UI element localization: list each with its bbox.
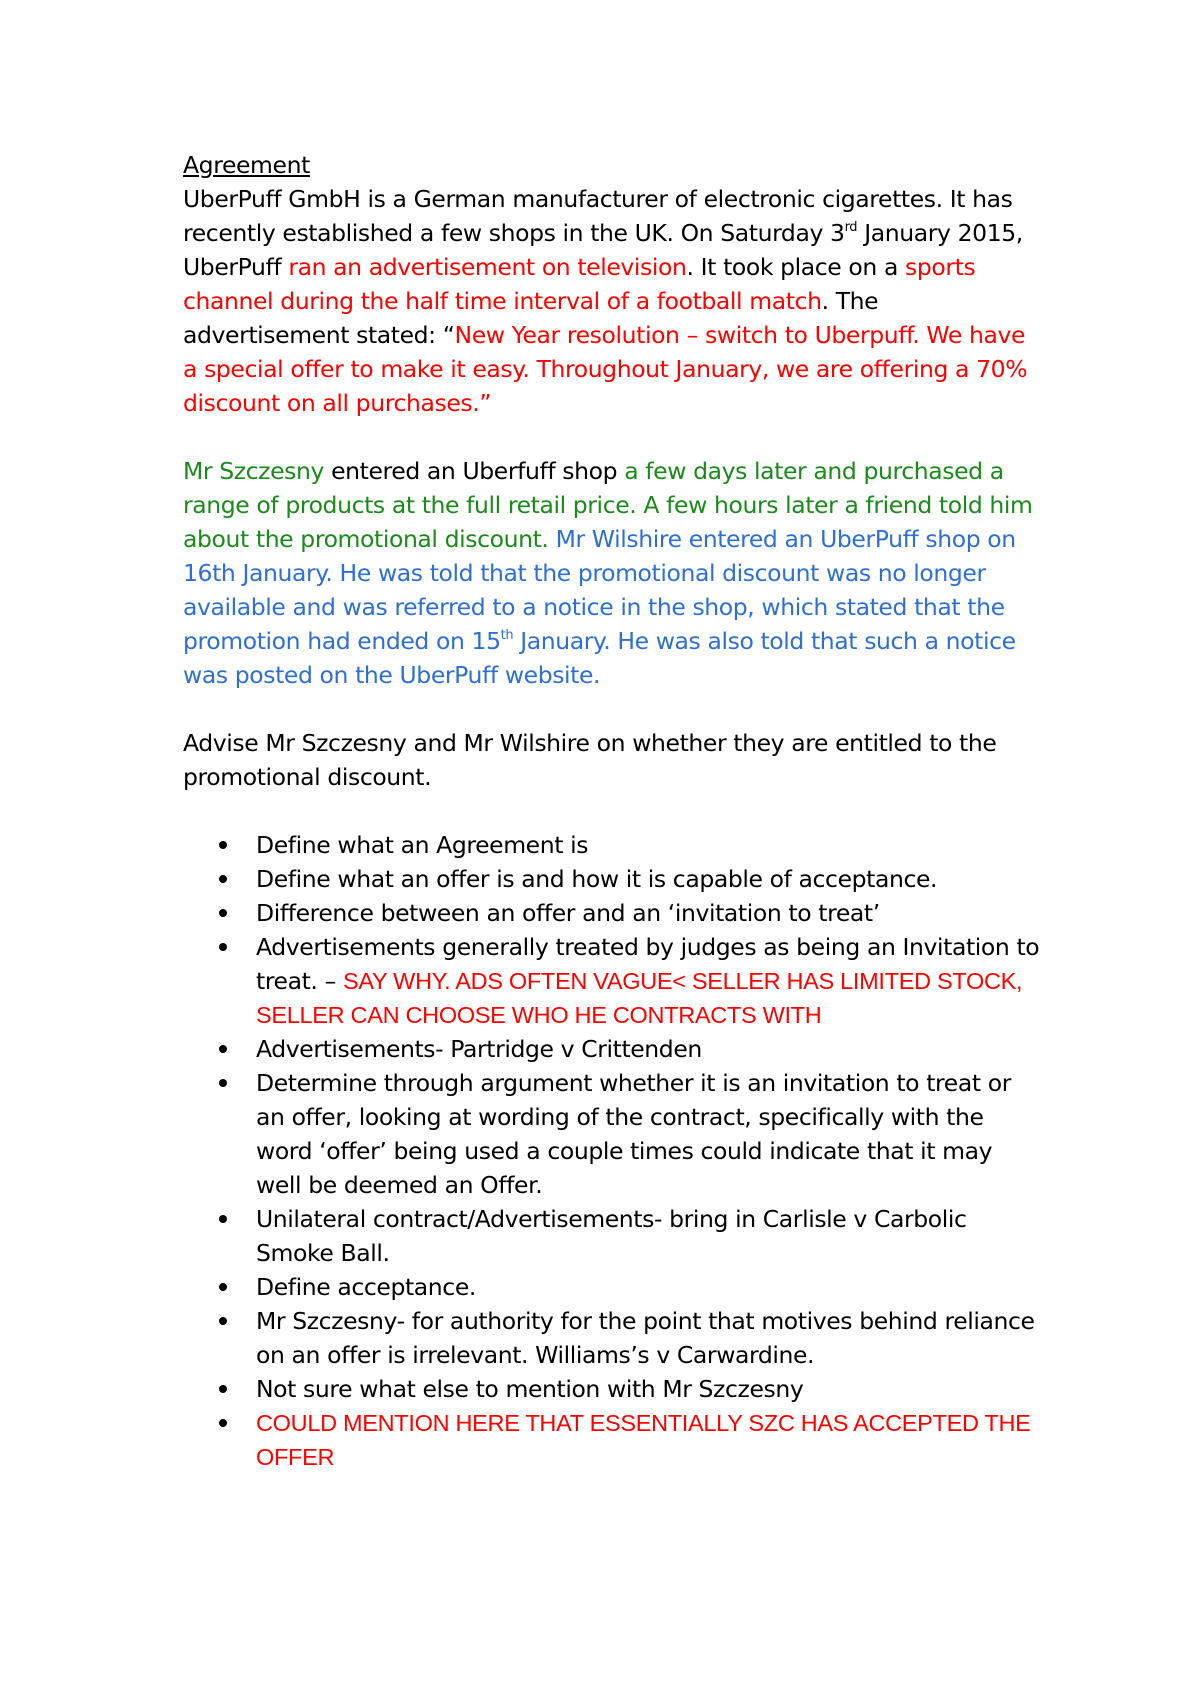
- p2-highlight-wilshire-2: January. He was also told that such a notice was posted on the UberPuff website.: [183, 627, 1016, 689]
- question-paragraph: Advise Mr Szczesny and Mr Wilshire on whether they are entitled to the promotional discount.: [183, 729, 997, 791]
- p2-highlight-szczesny: Mr Szczesny: [183, 457, 325, 485]
- list-item: [183, 1304, 1043, 1372]
- list-item: [183, 896, 1043, 930]
- bullet-icon: [219, 1317, 227, 1325]
- bullet-icon: [219, 943, 227, 951]
- bullet-icon: [219, 1419, 227, 1427]
- list-item: [183, 1372, 1043, 1406]
- p2-text-1: entered an Uberfuff shop: [324, 457, 625, 485]
- list-item-text: Determine through argument whether it is an invitation to treat or an offer, looking at wording of the contract, specifically with the word ‘offer’ being used a couple times could indicate that it may well be deemed an Offer.: [256, 1069, 1011, 1199]
- list-item: [183, 1032, 1043, 1066]
- p1-highlight-sports: sports channel during the half time interval of a football match: [183, 253, 976, 315]
- scenario-paragraph-2: [183, 454, 1043, 692]
- list-item-text: Define what an Agreement is: [256, 831, 589, 859]
- list-item-text: Advertisements- Partridge v Crittenden: [256, 1035, 702, 1063]
- p1-highlight-quote: New Year resolution – switch to Uberpuff. We have a special offer to make it easy. Throughout January, we are offering a 70% discount on all purchases.”: [183, 321, 1028, 417]
- bullet-icon: [219, 841, 227, 849]
- list-item: [183, 1202, 1043, 1270]
- list-item-text: Mr Szczesny- for authority for the point that motives behind reliance on an offer is irrelevant. Williams’s v Carwardine.: [256, 1307, 1035, 1369]
- list-item: [183, 1066, 1043, 1202]
- bullet-icon: [219, 1079, 227, 1087]
- list-item: [183, 1406, 1043, 1474]
- list-item: [183, 862, 1043, 896]
- bullet-icon: [219, 1045, 227, 1053]
- list-item-text: Not sure what else to mention with Mr Szczesny: [256, 1375, 804, 1403]
- p1-highlight-tv: ran an advertisement on television: [288, 253, 687, 281]
- p1-text-1: UberPuff GmbH is a German manufacturer of electronic cigarettes. It has recently established a few shops in the UK. On Saturday 3: [183, 185, 1013, 247]
- p1-sup-1: rd: [844, 220, 858, 235]
- answer-outline-list: [183, 828, 1043, 1474]
- p2-highlight-purchase: a few days later and purchased a range of products at the full retail price. A few hours later a friend told him about the promotional discount.: [183, 457, 1033, 553]
- list-item-text: Difference between an offer and an ‘invitation to treat’: [256, 899, 880, 927]
- bullet-icon: [219, 1385, 227, 1393]
- list-item-text: Define what an offer is and how it is capable of acceptance.: [256, 865, 938, 893]
- list-item: [183, 930, 1043, 1032]
- list-item: [183, 828, 1043, 862]
- p1-text-3: . It took place on a: [686, 253, 906, 281]
- scenario-paragraph-1: [183, 182, 1043, 420]
- list-item-text: Define acceptance.: [256, 1273, 476, 1301]
- bullet-icon: [219, 1215, 227, 1223]
- list-item-text: Unilateral contract/Advertisements- bring in Carlisle v Carbolic Smoke Ball.: [256, 1205, 967, 1267]
- list-item-red-note: COULD MENTION HERE THAT ESSENTIALLY SZC HAS ACCEPTED THE OFFER: [256, 1410, 1031, 1470]
- bullet-icon: [219, 875, 227, 883]
- p1-text-4: . The advertisement stated: “: [183, 287, 879, 349]
- p2-sup-1: th: [500, 628, 514, 643]
- document-page: [183, 148, 1043, 1474]
- p2-highlight-wilshire: Mr Wilshire entered an UberPuff shop on 16th January. He was told that the promotional discount was no longer available and was referred to a notice in the shop, which stated that the promotion had ended on 15: [183, 525, 1016, 655]
- doc-title: Agreement: [183, 151, 310, 179]
- p1-text-2: January 2015, UberPuff: [183, 219, 1023, 281]
- bullet-icon: [219, 1283, 227, 1291]
- list-item-text: Advertisements generally treated by judges as being an Invitation to treat. –: [256, 933, 1040, 995]
- list-item: [183, 1270, 1043, 1304]
- list-item-red-note: SAY WHY. ADS OFTEN VAGUE< SELLER HAS LIMITED STOCK, SELLER CAN CHOOSE WHO HE CONTRACTS WITH: [256, 968, 1023, 1028]
- bullet-icon: [219, 909, 227, 917]
